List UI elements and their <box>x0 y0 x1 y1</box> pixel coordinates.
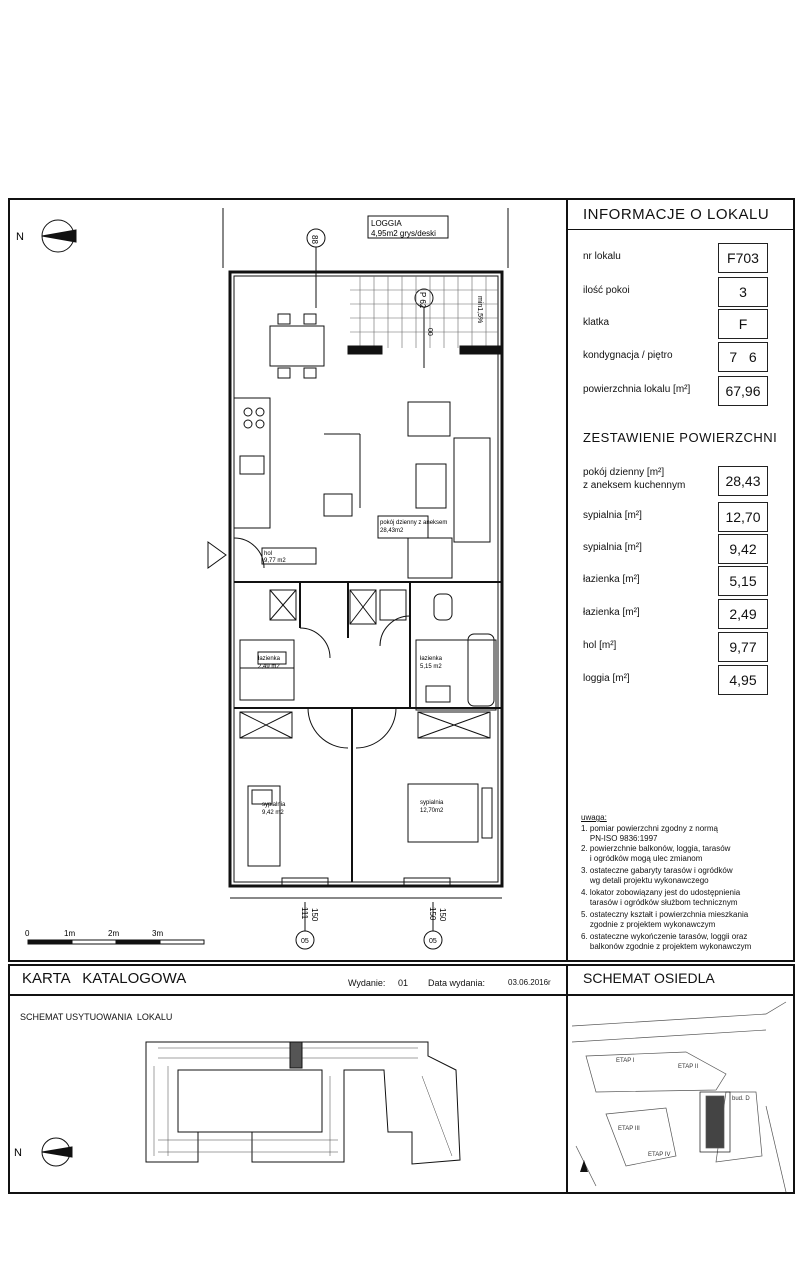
scale-label: 1m <box>64 929 76 938</box>
bed-large-label: 12,70m2 <box>420 808 444 814</box>
dim-text: P 62 <box>418 292 427 309</box>
area-row-label: loggia [m²] <box>583 673 630 684</box>
note-line: zgodnie z projektem wykonawczym <box>581 920 716 929</box>
area-row-label: łazienka [m²] <box>583 574 640 585</box>
info-row-label: kondygnacja / piętro <box>583 350 673 361</box>
north-arrow-icon <box>580 1160 588 1172</box>
bed-large-label: sypialnia <box>420 800 444 806</box>
kitchen-counter <box>234 398 270 528</box>
bathroom-large <box>416 640 496 710</box>
note-line: 6. ostateczne wykończenie tarasów, loggii oraz <box>581 932 748 941</box>
area-row-value: 5,15 <box>718 566 768 596</box>
note-line: 5. ostateczny kształt i powierzchnia mieszkania <box>581 910 749 919</box>
note-line: PN-ISO 9836:1997 <box>581 834 658 843</box>
dim-text: 00 <box>426 328 433 336</box>
floor-plan <box>8 198 568 962</box>
placement-schema <box>8 996 568 1192</box>
area-row-label: pokój dzienny [m²] z aneksem kuchennym <box>583 467 686 491</box>
area-row-value: 9,42 <box>718 534 768 564</box>
living-label: pokój dzienny z aneksem <box>380 520 448 526</box>
coffee-table <box>416 464 446 508</box>
info-row-value: 67,96 <box>718 376 768 406</box>
info-row-label: nr lokalu <box>583 251 621 262</box>
scale-label: 0 <box>25 929 30 938</box>
bath-small-label: łazienka <box>258 656 281 662</box>
bathroom-small <box>240 640 294 700</box>
info-row-label: klatka <box>583 317 610 328</box>
note-line: i ogródków mogą ulec zmianom <box>581 854 703 863</box>
north-arrow-icon <box>42 1138 72 1166</box>
area-row-value: 28,43 <box>718 466 768 496</box>
estate-schema <box>566 996 795 1192</box>
sofa <box>454 438 490 542</box>
entrance-arrow-icon <box>208 542 226 568</box>
area-row-label: sypialnia [m²] <box>583 510 642 521</box>
info-row-label: powierzchnia lokalu [m²] <box>583 384 691 395</box>
living-label: 28,43m2 <box>380 528 404 534</box>
edition-value: 01 <box>398 978 409 988</box>
bed-small-label: sypialnia <box>262 802 286 808</box>
date-value: 03.06.2016r <box>508 978 551 987</box>
north-label: N <box>14 1147 22 1159</box>
info-title: INFORMACJE O LOKALU <box>583 206 770 223</box>
loggia-label: LOGGIA <box>371 219 402 228</box>
dim-text: 88 <box>310 235 319 244</box>
estate-title: SCHEMAT OSIEDLA <box>583 970 715 986</box>
estate-label: ETAP III <box>618 1126 640 1132</box>
note-line: 2. powierzchnie balkonów, loggia, tarasów <box>581 844 731 853</box>
axis-text: 05 <box>429 938 437 945</box>
notes-title: uwaga: <box>581 813 607 822</box>
dim-text: 150 <box>438 908 447 922</box>
area-row-value: 9,77 <box>718 632 768 662</box>
note-line: tarasów i ogródków służbom technicznym <box>581 898 738 907</box>
north-arrow-icon <box>42 220 76 252</box>
dining-table <box>270 326 324 366</box>
area-row-label: łazienka [m²] <box>583 607 640 618</box>
placement-title: SCHEMAT USYTUOWANIA LOKALU <box>20 1012 173 1022</box>
bath-small-label: 2,49 m2 <box>258 664 280 670</box>
hol-label: hol <box>264 551 273 557</box>
scale-label: 2m <box>108 929 120 938</box>
bed-single <box>248 786 280 866</box>
catalog-title: KARTA KATALOGOWA <box>22 970 187 987</box>
info-row-value: 7 6 <box>718 342 768 372</box>
info-row-label: ilość pokoi <box>583 285 630 296</box>
info-row-value: F703 <box>718 243 768 273</box>
areas-title: ZESTAWIENIE POWIERZCHNI <box>583 430 778 445</box>
estate-label: ETAP IV <box>648 1152 671 1158</box>
estate-label: bud. D <box>732 1096 750 1102</box>
note-line: 3. ostateczne gabaryty tarasów i ogródków <box>581 866 733 875</box>
info-row-value: 3 <box>718 277 768 307</box>
dim-text: 150 <box>310 908 319 922</box>
loggia-label: 4,95m2 grys/deski <box>371 229 436 238</box>
area-row-value: 2,49 <box>718 599 768 629</box>
estate-label: ETAP II <box>678 1064 699 1070</box>
hol-label: 9,77 m2 <box>264 558 286 564</box>
dim-text: 111 <box>300 907 309 920</box>
dim-text: min1,5% <box>476 296 483 324</box>
area-row-value: 4,95 <box>718 665 768 695</box>
armchair <box>408 402 450 436</box>
note-line: 4. lokator zobowiązany jest do udostępnienia <box>581 888 741 897</box>
estate-label: ETAP I <box>616 1058 635 1064</box>
bath-large-label: łazienka <box>420 656 443 662</box>
area-row-label: sypialnia [m²] <box>583 542 642 553</box>
info-row-value: F <box>718 309 768 339</box>
note-line: balkonów zgodnie z projektem wykonawczym <box>581 942 752 951</box>
area-row-label: hol [m²] <box>583 640 617 651</box>
area-row-value: 12,70 <box>718 502 768 532</box>
bed-small-label: 9,42 m2 <box>262 810 284 816</box>
north-label: N <box>16 231 24 243</box>
info-title-rule <box>568 229 793 230</box>
date-label: Data wydania: <box>428 978 486 988</box>
axis-text: 05 <box>301 938 309 945</box>
note-line: 1. pomiar powierzchni zgodny z normą <box>581 824 718 833</box>
edition-label: Wydanie: <box>348 978 386 988</box>
bath-large-label: 5,15 m2 <box>420 664 442 670</box>
note-line: wg detali projektu wykonawczego <box>581 876 709 885</box>
dim-text: 150 <box>428 907 437 921</box>
building-block-highlight <box>706 1096 724 1148</box>
unit-marker <box>290 1042 302 1068</box>
scale-label: 3m <box>152 929 164 938</box>
